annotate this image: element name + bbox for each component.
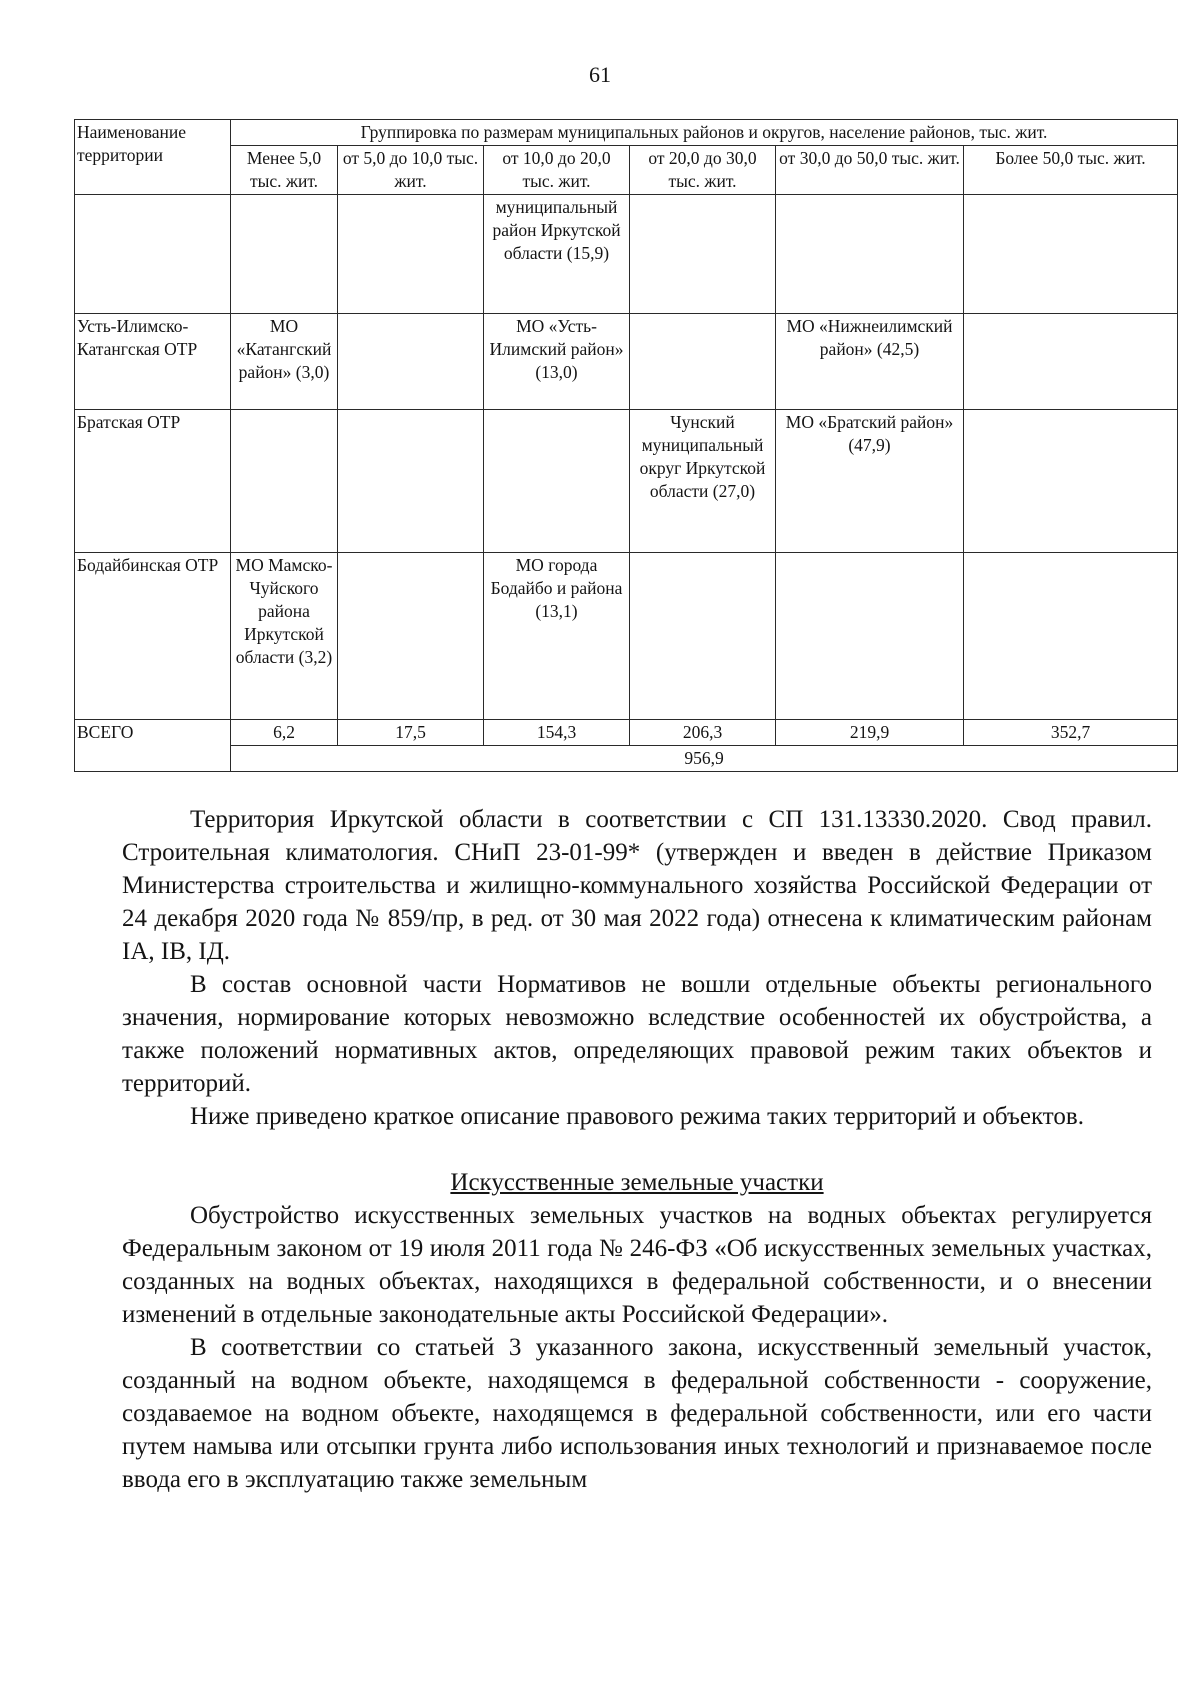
grand-total-row bbox=[75, 746, 1178, 772]
table-cell bbox=[630, 195, 776, 314]
table-cell: муниципальный район Иркутской области (15,9) bbox=[484, 195, 630, 314]
table-cell: МО «Братский район» (47,9) bbox=[776, 410, 964, 553]
total-cell: 219,9 bbox=[776, 720, 964, 746]
table-row bbox=[75, 553, 1178, 720]
column-header: от 20,0 до 30,0 тыс. жит. bbox=[630, 146, 776, 195]
total-cell: 6,2 bbox=[231, 720, 338, 746]
table-cell bbox=[964, 195, 1178, 314]
total-row bbox=[75, 720, 1178, 746]
paragraph: Обустройство искусственных земельных участков на водных объектах регулируется Федеральным законом от 19 июля 2011 года № 246-ФЗ «Об искусственных земельных участках, созданных на водных объектах, находящихся в федеральной собственности, и о внесении изменений в отдельные законодательные акты Российской Федерации». bbox=[122, 1202, 1152, 1328]
table-row bbox=[75, 195, 1178, 314]
table-cell: МО «Усть-Илимский район» (13,0) bbox=[484, 314, 630, 410]
table-header-row bbox=[75, 120, 1178, 146]
column-header: от 30,0 до 50,0 тыс. жит. bbox=[776, 146, 964, 195]
table-cell: МО «Катангский район» (3,0) bbox=[231, 314, 338, 410]
table-cell bbox=[231, 195, 338, 314]
total-cell: 17,5 bbox=[338, 720, 484, 746]
column-header: Более 50,0 тыс. жит. bbox=[964, 146, 1178, 195]
name-column-header: Наименование территории bbox=[75, 120, 231, 195]
table-row bbox=[75, 314, 1178, 410]
table-cell bbox=[964, 553, 1178, 720]
table-cell bbox=[231, 410, 338, 553]
page-number: 61 bbox=[589, 62, 611, 87]
paragraph: Ниже приведено краткое описание правового режима таких территорий и объектов. bbox=[190, 1103, 1084, 1130]
paragraph: В состав основной части Нормативов не вошли отдельные объекты регионального значения, нормирование которых невозможно вследствие особенностей их обустройства, а также положений нормативных актов, определяющих правовой режим таких объектов и территорий. bbox=[122, 971, 1152, 1097]
table-cell: МО города Бодайбо и района (13,1) bbox=[484, 553, 630, 720]
table-cell bbox=[630, 553, 776, 720]
total-label: ВСЕГО bbox=[75, 720, 231, 772]
row-name: Бодайбинская ОТР bbox=[75, 553, 231, 720]
table-cell bbox=[964, 410, 1178, 553]
table-cell: МО Мамско-Чуйского района Иркутской области (3,2) bbox=[231, 553, 338, 720]
table-cell: Чунский муниципальный округ Иркутской области (27,0) bbox=[630, 410, 776, 553]
section-heading: Искусственные земельные участки bbox=[450, 1169, 824, 1196]
column-header: Менее 5,0 тыс. жит. bbox=[231, 146, 338, 195]
table-cell bbox=[338, 410, 484, 553]
table-cell: МО «Нижнеилимский район» (42,5) bbox=[776, 314, 964, 410]
group-header: Группировка по размерам муниципальных районов и округов, население районов, тыс. жит. bbox=[231, 120, 1178, 146]
paragraph: В соответствии со статьей 3 указанного закона, искусственный земельный участок, созданный на водном объекте, находящемся в федеральной собственности - сооружение, создаваемое на водном объекте, находящемся в федеральной собственности, или его части путем намыва или отсыпки грунта либо использования иных технологий и признаваемое после ввода его в эксплуатацию также земельным bbox=[122, 1334, 1152, 1493]
row-name bbox=[75, 195, 231, 314]
table-subheader-row bbox=[75, 146, 1178, 195]
table-cell bbox=[776, 553, 964, 720]
table-cell bbox=[338, 553, 484, 720]
table-cell bbox=[484, 410, 630, 553]
row-name: Братская ОТР bbox=[75, 410, 231, 553]
paragraph: Территория Иркутской области в соответствии с СП 131.13330.2020. Свод правил. Строительная климатология. СНиП 23-01-99* (утвержден и введен в действие Приказом Министерства строительства и жилищно-коммунального хозяйства Российской Федерации от 24 декабря 2020 года № 859/пр, в ред. от 30 мая 2022 года) отнесена к климатическим районам IА, IВ, IД. bbox=[122, 806, 1152, 965]
total-cell: 206,3 bbox=[630, 720, 776, 746]
table-cell bbox=[964, 314, 1178, 410]
table-cell bbox=[338, 314, 484, 410]
total-cell: 154,3 bbox=[484, 720, 630, 746]
table-cell bbox=[630, 314, 776, 410]
total-cell: 352,7 bbox=[964, 720, 1178, 746]
grand-total-cell: 956,9 bbox=[231, 746, 1178, 772]
table-cell bbox=[338, 195, 484, 314]
column-header: от 5,0 до 10,0 тыс. жит. bbox=[338, 146, 484, 195]
body-text bbox=[122, 803, 1152, 1496]
row-name: Усть-Илимско-Катангская ОТР bbox=[75, 314, 231, 410]
table-cell bbox=[776, 195, 964, 314]
table-row bbox=[75, 410, 1178, 553]
column-header: от 10,0 до 20,0 тыс. жит. bbox=[484, 146, 630, 195]
population-grouping-table bbox=[74, 119, 1178, 772]
